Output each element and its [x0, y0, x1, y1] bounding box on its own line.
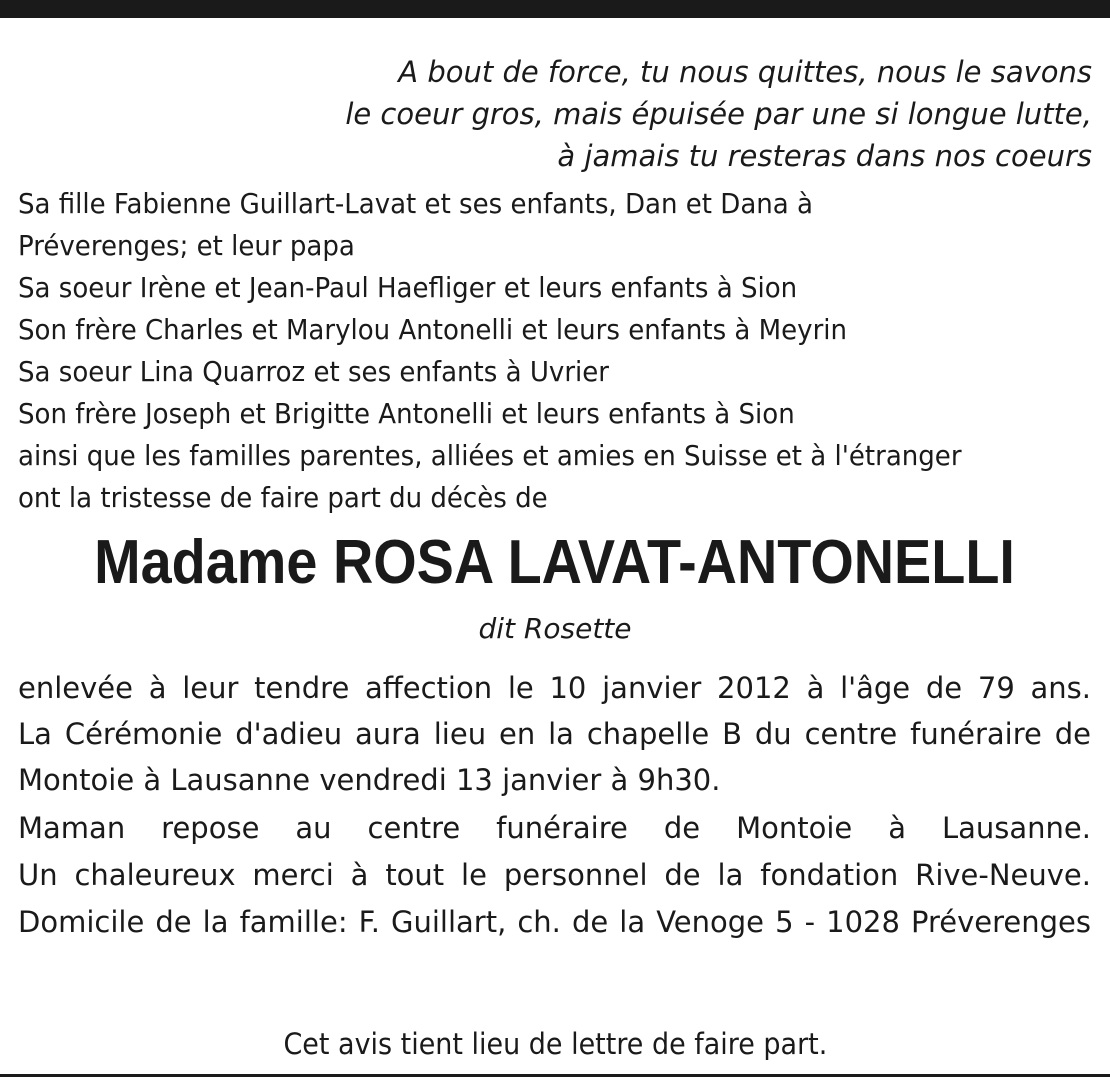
- body-line: Maman repose au centre funéraire de Montoie à Lausanne.: [18, 811, 1091, 845]
- body-line: Un chaleureux merci à tout le personnel de la fondation Rive-Neuve.: [18, 858, 1091, 892]
- deceased-nickname: dit Rosette: [478, 612, 632, 645]
- body-line: Domicile de la famille: F. Guillart, ch. de la Venoge 5 - 1028 Préverenges: [18, 905, 1091, 939]
- body-line: Montoie à Lausanne vendredi 13 janvier à 9h30.: [18, 763, 721, 797]
- family-line: Sa fille Fabienne Guillart-Lavat et ses enfants, Dan et Dana à: [18, 187, 813, 220]
- family-line: Sa soeur Lina Quarroz et ses enfants à Uvrier: [18, 355, 609, 388]
- poem-line: A bout de force, tu nous quittes, nous le savons: [398, 55, 1092, 89]
- family-line: Préverenges; et leur papa: [18, 229, 355, 262]
- body-line: La Cérémonie d'adieu aura lieu en la chapelle B du centre funéraire de: [18, 717, 1091, 751]
- family-line: ainsi que les familles parentes, alliées et amies en Suisse et à l'étranger: [18, 439, 962, 472]
- top-border-rule: [0, 0, 1110, 18]
- footer-note-text: Cet avis tient lieu de lettre de faire part.: [283, 1027, 827, 1061]
- deceased-name-text: Madame ROSA LAVAT-ANTONELLI: [94, 528, 1016, 597]
- family-line: Sa soeur Irène et Jean-Paul Haefliger et leurs enfants à Sion: [18, 271, 798, 304]
- bottom-border-rule: [0, 1074, 1110, 1077]
- family-line: ont la tristesse de faire part du décès de: [18, 481, 548, 514]
- deceased-name: [0, 528, 1110, 597]
- poem-line: le coeur gros, mais épuisée par une si longue lutte,: [345, 97, 1092, 131]
- family-line: Son frère Joseph et Brigitte Antonelli et leurs enfants à Sion: [18, 397, 795, 430]
- family-line: Son frère Charles et Marylou Antonelli et leurs enfants à Meyrin: [18, 313, 848, 346]
- poem-line: à jamais tu resteras dans nos coeurs: [557, 139, 1092, 173]
- body-line: enlevée à leur tendre affection le 10 janvier 2012 à l'âge de 79 ans.: [18, 671, 1091, 705]
- footer-note: [0, 1027, 1110, 1061]
